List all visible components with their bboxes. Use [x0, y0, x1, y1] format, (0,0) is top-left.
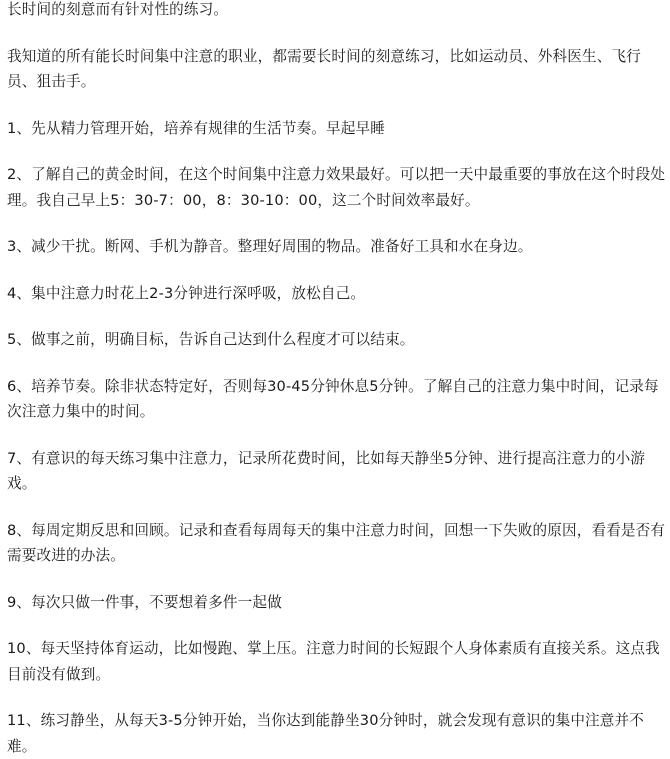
paragraph-gap	[7, 425, 666, 446]
paragraph-gap	[7, 353, 666, 374]
tip-4: 4、集中注意力时花上2-3分钟进行深呼吸，放松自己。	[7, 284, 366, 302]
paragraph-gap	[7, 141, 666, 162]
paragraph-gap	[7, 260, 666, 281]
tip-8: 8、每周定期反思和回顾。记录和查看每周每天的集中注意力时间，回想一下失败的原因，看看是否有需要改进的办法。	[7, 521, 666, 564]
tip-1: 1、先从精力管理开始，培养有规律的生活节奏。早起早睡	[7, 119, 386, 137]
tip-7: 7、有意识的每天练习集中注意力，记录所花费时间，比如每天静坐5分钟、进行提高注意力的小游戏。	[7, 449, 646, 492]
paragraph-gap	[7, 95, 666, 116]
paragraph-gap	[7, 23, 666, 44]
paragraph-gap	[7, 569, 666, 590]
paragraph-gap	[7, 687, 666, 708]
tip-10: 10、每天坚持体育运动，比如慢跑、掌上压。注意力时间的长短跟个人身体素质有直接关系。这点我目前没有做到。	[7, 640, 660, 683]
paragraph-gap	[7, 615, 666, 636]
paragraph-gap	[7, 213, 666, 234]
intro-paragraph: 我知道的所有能长时间集中注意的职业，都需要长时间的刻意练习，比如运动员、外科医生、飞行员、狙击手。	[7, 47, 641, 90]
tip-6: 6、培养节奏。除非状态特定好，否则每30-45分钟休息5分钟。了解自己的注意力集中时间，记录每次注意力集中的时间。	[7, 377, 659, 420]
intro-line: 长时间的刻意而有针对性的练习。	[7, 1, 229, 18]
tip-3: 3、减少干扰。断网、手机为静音。整理好周围的物品。准备好工具和水在身边。	[7, 238, 533, 255]
tip-9: 9、每次只做一件事，不要想着多件一起做	[7, 593, 282, 611]
paragraph-gap	[7, 306, 666, 327]
tip-5: 5、做事之前，明确目标，告诉自己达到什么程度才可以结束。	[7, 331, 415, 348]
tip-2: 2、了解自己的黄金时间，在这个时间集中注意力效果最好。可以把一天中最重要的事放在这个时段处理。我自己早上5：30-7：00，8：30-10：00，这二个时间效率最好。	[7, 166, 666, 209]
tip-11: 11、练习静坐，从每天3-5分钟开始，当你达到能静坐30分钟时，就会发现有意识的集中注意并不难。	[7, 712, 645, 755]
paragraph-gap	[7, 497, 666, 518]
